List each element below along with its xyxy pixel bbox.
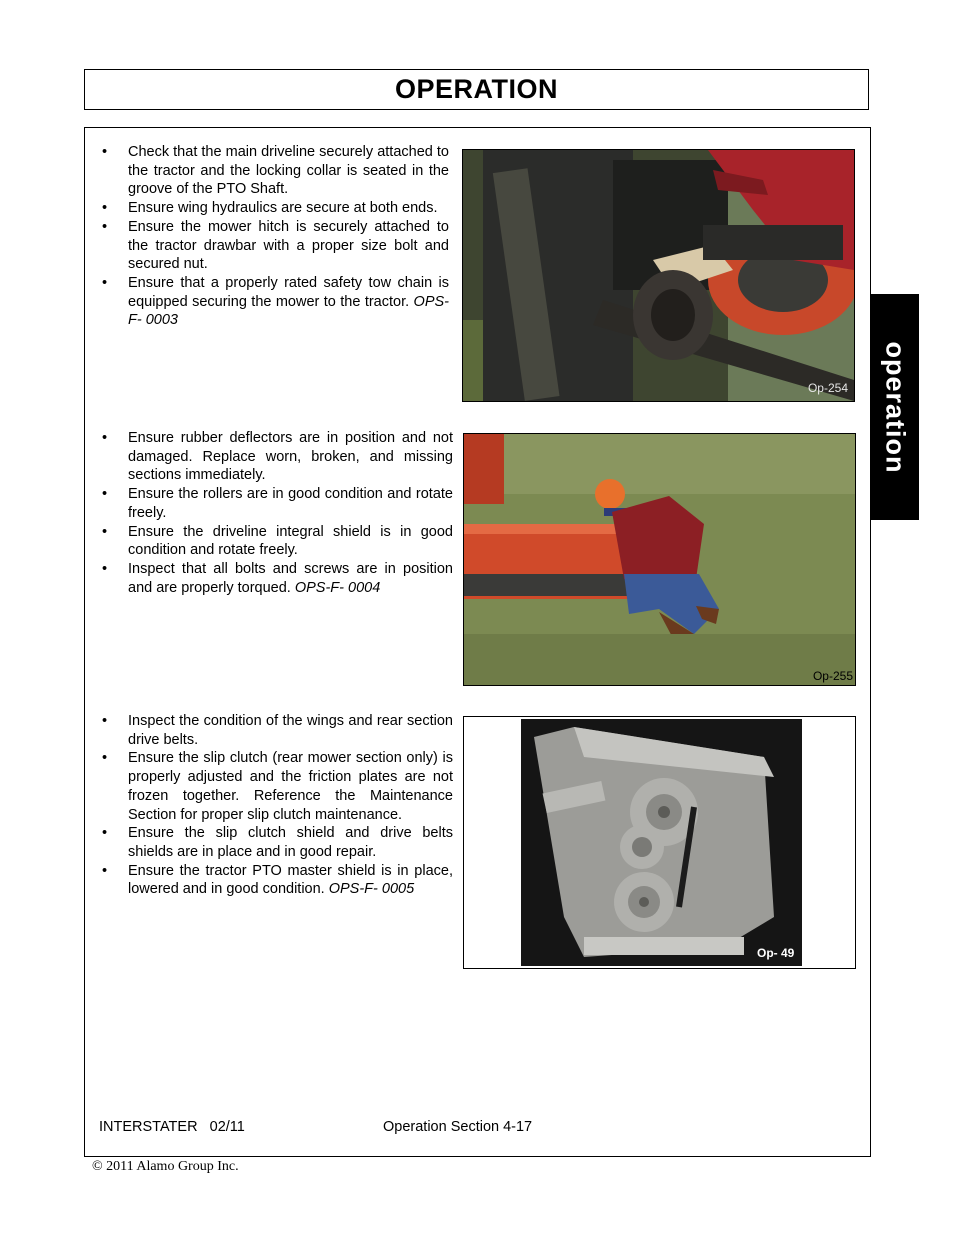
list-item: • Inspect the condition of the wings and rear section drive belts.	[100, 712, 453, 749]
inspection-photo-illustration	[464, 434, 855, 685]
copyright-notice: © 2011 Alamo Group Inc.	[92, 1159, 239, 1174]
bullet-list-driveline	[100, 143, 449, 330]
photo-label: Op- 49	[757, 946, 795, 960]
driveline-photo-illustration	[463, 150, 854, 401]
bullet-list-belts	[100, 712, 453, 899]
list-item: • Ensure the mower hitch is securely attached to the tractor drawbar with a proper size bolt and secured nut.	[100, 218, 449, 274]
photo-mower-inspection	[463, 433, 856, 686]
side-tab-label: operation	[880, 340, 911, 474]
page-header	[84, 69, 869, 110]
list-item: • Ensure the slip clutch (rear mower section only) is properly adjusted and the friction plates are not frozen together. Reference the Maintenance Section for proper slip clutch maintenance.	[100, 749, 453, 824]
list-item: • Ensure wing hydraulics are secure at both ends.	[100, 199, 449, 218]
list-item: • Ensure the rollers are in good condition and rotate freely.	[100, 485, 453, 522]
page-title: OPERATION	[394, 74, 558, 104]
footer-model-date: INTERSTATER 02/11	[99, 1119, 245, 1135]
list-item: • Ensure the driveline integral shield is in good condition and rotate freely.	[100, 523, 453, 560]
list-item: • Ensure the slip clutch shield and drive belts shields are in place and in good repair.	[100, 824, 453, 861]
ops-reference: OPS-F- 0004	[294, 579, 381, 596]
ops-reference: OPS-F- 0005	[328, 881, 415, 898]
bullet-list-deflectors	[100, 429, 453, 597]
footer-section-page: Operation Section 4-17	[383, 1119, 533, 1135]
list-item: • Inspect that all bolts and screws are in position and are properly torqued. OPS-F- 0004	[100, 560, 453, 597]
photo-label: Op-255	[812, 669, 853, 683]
section-side-tab	[870, 294, 919, 520]
photo-driveline-hookup	[462, 149, 855, 402]
photo-belt-drive	[463, 716, 856, 969]
list-item: • Ensure the tractor PTO master shield is in place, lowered and in good condition. OPS-F- 0005	[100, 862, 453, 899]
list-item: • Ensure that a properly rated safety tow chain is equipped securing the mower to the tractor. OPS-F- 0003	[100, 274, 449, 330]
list-item: • Ensure rubber deflectors are in position and not damaged. Replace worn, broken, and missing sections immediately.	[100, 429, 453, 485]
photo-label: Op-254	[807, 381, 848, 395]
belt-drive-photo-illustration	[464, 717, 855, 968]
ops-reference: OPS-F- 0003	[128, 293, 449, 329]
list-item: • Check that the main driveline securely attached to the tractor and the locking collar is seated in the groove of the PTO Shaft.	[100, 143, 449, 199]
